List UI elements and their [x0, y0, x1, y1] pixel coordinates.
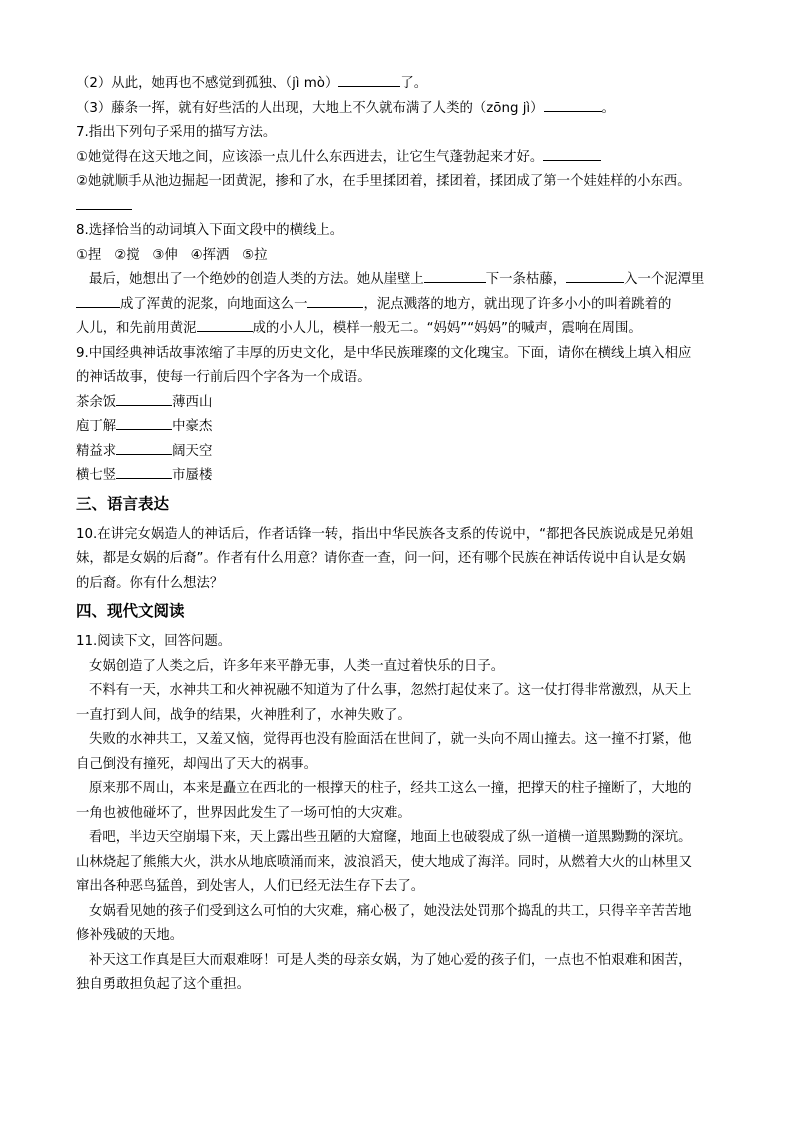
q7-title: 7.指出下列句子采用的描写方法。: [76, 125, 277, 140]
q9-idiom-row: 茶余饭 薄西山: [76, 394, 213, 410]
passage-line: 女娲创造了人类之后，许多年来平静无事，人类一直过着快乐的日子。: [89, 658, 505, 674]
answer-blank[interactable]: [197, 330, 253, 332]
passage-line: 自己倒没有撞死，却闯出了天大的祸事。: [76, 756, 318, 772]
q10-line-2: 妹，都是女娲的后裔”。作者有什么用意？请你查一查，问一问，还有哪个民族在神话传说中自认是女娲: [76, 551, 686, 566]
passage-line: 山林烧起了熊熊大火，洪水从地底喷涌而来，波浪滔天，使大地成了海洋。同时，从燃着大火的山林里又: [76, 854, 692, 870]
option-5: ⑤拉: [242, 247, 268, 263]
q7-sentence-1: ①她觉得在这天地之间，应该添一点儿什么东西进去，让它生气蓬勃起来才好。: [76, 146, 721, 171]
answer-blank[interactable]: [116, 428, 172, 430]
passage-line: 修补残破的天地。: [76, 928, 184, 943]
q9-idiom-row: 庖丁解 中豪杰: [76, 419, 213, 434]
passage-line: 一角也被他碰坏了，世界因此发生了一场可怕的大灾难。: [76, 805, 411, 821]
answer-blank[interactable]: [116, 404, 172, 406]
q9-idiom-row: 横七竖 市蜃楼: [76, 468, 213, 483]
answer-blank[interactable]: [116, 477, 172, 479]
q9-title-line-1: 9.中国经典神话故事浓缩了丰厚的历史文化，是中华民族璀璨的文化瑰宝。下面，请你在横线上填入相应: [76, 345, 692, 361]
answer-blank[interactable]: [116, 453, 172, 455]
q7-sentence-2-blank-line: [76, 195, 721, 220]
option-3: ③伸: [152, 247, 178, 263]
answer-blank[interactable]: [76, 306, 120, 308]
answer-blank[interactable]: [338, 85, 400, 87]
q11-passage: [76, 655, 721, 998]
q6-item-3: （3）藤条一挥，就有好些活的人出现，大地上不久就布满了人类的（zōng jì） 。: [76, 100, 615, 116]
q8-options: [76, 244, 721, 269]
q7-sentence-2: ②她就顺手从池边掘起一团黄泥，掺和了水，在手里揉团着，揉团着，揉团成了第一个娃娃样的小东西。: [76, 174, 691, 189]
option-1: ①捏: [76, 247, 102, 263]
option-2: ②搅: [114, 247, 140, 263]
q8-passage-line-3: 人儿，和先前用黄泥 成的小人儿，模样一般无二。“妈妈”“妈妈”的喊声，震响在周围。: [76, 321, 642, 336]
passage-line: 独自勇敢担负起了这个重担。: [76, 977, 251, 992]
passage-line: 一直打到人间，战争的结果，火神胜利了，水神失败了。: [76, 707, 411, 723]
answer-blank[interactable]: [544, 110, 602, 112]
answer-blank[interactable]: [76, 208, 132, 210]
passage-line: 失败的水神共工，又羞又恼，觉得再也没有脸面活在世间了，就一头向不周山撞去。这一撞不打紧，他: [89, 732, 692, 747]
answer-blank[interactable]: [424, 281, 486, 283]
section-heading-modern-reading: 四、现代文阅读: [76, 602, 185, 620]
q10-line-1: 10.在讲完女娲造人的神话后，作者话锋一转，指出中华民族各支系的传说中，“都把各民族说成是兄弟姐: [76, 526, 694, 542]
passage-line: 补天这工作真是巨大而艰难呀！可是人类的母亲女娲，为了她心爱的孩子们，一点也不怕艰难和困苦，: [89, 952, 692, 968]
q9-title-line-2: 的神话故事，使每一行前后四个字各为一个成语。: [76, 370, 371, 385]
answer-blank[interactable]: [566, 281, 624, 283]
answer-blank[interactable]: [543, 159, 601, 161]
passage-line: 原来那不周山，本来是矗立在西北的一根撑天的柱子，经共工这么一撞，把撑天的柱子撞断了，大地的: [89, 781, 692, 796]
q9-idiom-row: 精益求 阔天空: [76, 443, 213, 459]
q10-line-3: 的后裔。你有什么想法？: [76, 575, 224, 591]
passage-line: 不料有一天，水神共工和火神祝融不知道为了什么事，忽然打起仗来了。这一仗打得非常激烈，从天上: [89, 683, 692, 698]
q8-passage-line-1: 最后，她想出了一个绝妙的创造人类的方法。她从崖壁上 下一条枯藤， 入一个泥潭里: [89, 272, 705, 287]
q11-title: 11.阅读下文，回答问题。: [76, 634, 232, 649]
answer-blank[interactable]: [307, 306, 363, 308]
page-content: [76, 72, 721, 998]
q8-title: 8.选择恰当的动词填入下面文段中的横线上。: [76, 223, 344, 238]
passage-line: 窜出各种恶鸟猛兽，到处害人，人们已经无法生存下去了。: [76, 879, 425, 894]
q6-item-2: （2）从此，她再也不感觉到孤独、（jì mò） 了。: [76, 76, 428, 91]
section-heading-language-expression: 三、语言表达: [76, 494, 170, 513]
q8-passage-line-2: 成了浑黄的泥浆，向地面这么一 ，泥点溅落的地方，就出现了许多小小的叫着跳着的: [76, 293, 721, 318]
passage-line: 女娲看见她的孩子们受到这么可怕的大灾难，痛心极了，她没法处罚那个捣乱的共工，只得辛辛苦苦地: [89, 903, 692, 919]
option-4: ④挥洒: [190, 247, 230, 263]
passage-line: 看吧，半边天空崩塌下来，天上露出些丑陋的大窟窿，地面上也破裂成了纵一道横一道黑黝黝的深坑。: [89, 830, 692, 845]
